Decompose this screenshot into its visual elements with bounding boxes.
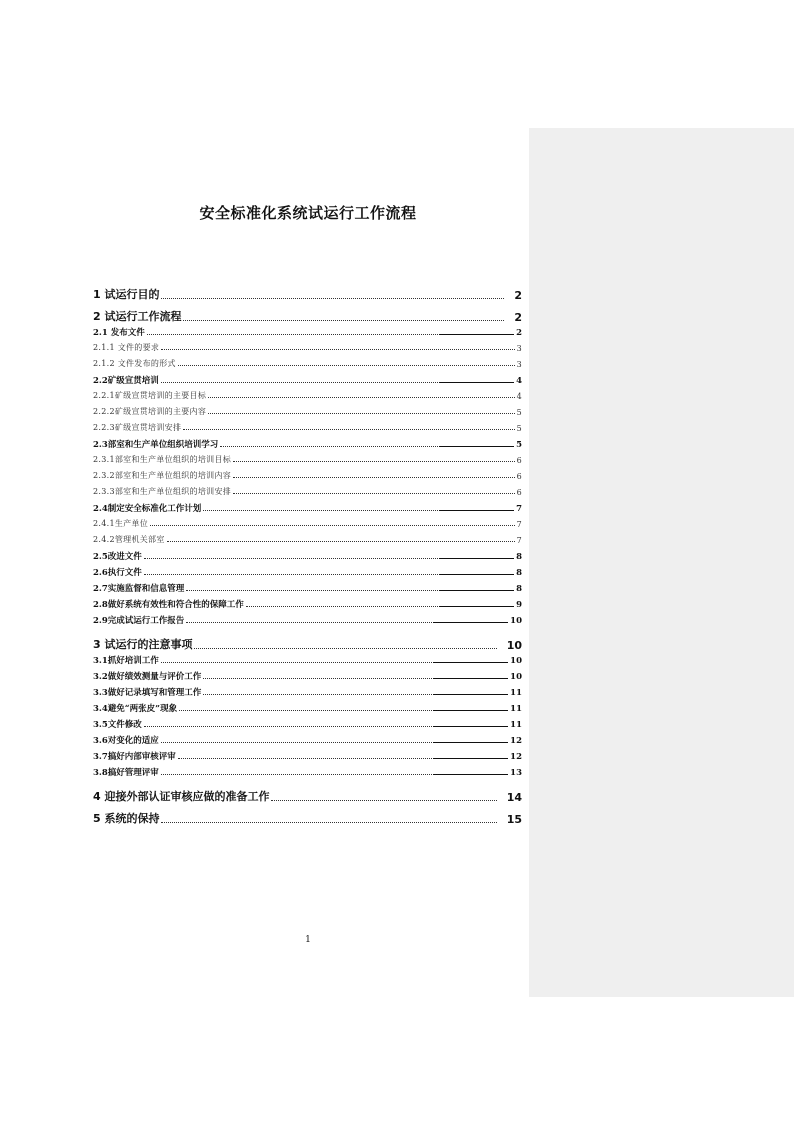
toc-leader-underline [439, 558, 514, 559]
toc-dot-leader [271, 800, 496, 801]
toc-leader-underline [439, 574, 514, 575]
toc-entry-page: 10 [510, 616, 522, 626]
toc-entry-label: 4 迎接外部认证审核应做的准备工作 [93, 790, 270, 803]
toc-entry-label: 3.5文件修改 [93, 720, 142, 730]
toc-entry[interactable] [93, 326, 522, 338]
toc-entry-label: 3.3做好记录填写和管理工作 [93, 688, 202, 698]
toc-entry-label: 2.2矿级宣贯培训 [93, 376, 159, 386]
toc-dot-leader [203, 694, 508, 695]
toc-entry-page: 13 [510, 768, 522, 778]
toc-dot-leader [144, 726, 508, 727]
toc-leader-underline [433, 726, 508, 727]
toc-entry[interactable] [93, 636, 522, 652]
toc-leader-underline [433, 678, 508, 679]
toc-entry-page: 8 [516, 552, 522, 562]
toc-entry-page: 4 [516, 392, 522, 401]
toc-dot-leader [194, 648, 496, 649]
toc-leader-underline [439, 334, 514, 335]
toc-entry[interactable] [93, 670, 522, 682]
toc-entry[interactable] [93, 566, 522, 578]
toc-entry[interactable] [93, 718, 522, 730]
toc-dot-leader [161, 742, 508, 743]
comment-margin-pane [529, 128, 794, 997]
toc-leader-underline [433, 710, 508, 711]
page-number: 1 [305, 935, 311, 945]
toc-entry-page: 3 [516, 360, 522, 369]
toc-leader-underline [433, 694, 508, 695]
toc-entry[interactable] [93, 734, 522, 746]
toc-entry[interactable] [93, 502, 522, 514]
toc-entry-label: 2.8做好系统有效性和符合性的保障工作 [93, 600, 244, 610]
toc-entry[interactable] [93, 406, 522, 417]
toc-entry-label: 2.6执行文件 [93, 568, 142, 578]
toc-entry-label: 2.3.2部室和生产单位组织的培训内容 [93, 471, 232, 480]
toc-entry-label: 3.2做好绩效测量与评价工作 [93, 672, 202, 682]
toc-leader-underline [439, 590, 514, 591]
toc-entry-label: 3 试运行的注意事项 [93, 638, 193, 651]
toc-entry[interactable] [93, 654, 522, 666]
toc-entry[interactable] [93, 438, 522, 450]
toc-entry-label: 5 系统的保持 [93, 812, 160, 825]
toc-leader-underline [433, 742, 508, 743]
toc-entry-page: 10 [510, 672, 522, 682]
toc-entry-page: 10 [506, 639, 522, 652]
toc-entry[interactable] [93, 810, 522, 826]
toc-dot-leader [233, 477, 515, 478]
toc-entry[interactable] [93, 788, 522, 804]
toc-entry[interactable] [93, 598, 522, 610]
toc-dot-leader [144, 558, 514, 559]
toc-entry-page: 5 [516, 440, 522, 450]
toc-entry-label: 3.8搞好管理评审 [93, 768, 159, 778]
toc-entry-page: 5 [516, 408, 522, 417]
toc-entry-label: 2.4.2管理机关部室 [93, 535, 165, 544]
toc-entry-label: 3.7搞好内部审核评审 [93, 752, 176, 762]
toc-entry-page: 5 [516, 424, 522, 433]
toc-leader-underline [433, 622, 508, 623]
toc-entry-page: 11 [510, 688, 522, 698]
toc-entry[interactable] [93, 422, 522, 433]
toc-entry-page: 8 [516, 568, 522, 578]
toc-dot-leader [150, 525, 515, 526]
toc-dot-leader [233, 493, 515, 494]
toc-entry-page: 6 [516, 456, 522, 465]
toc-entry[interactable] [93, 766, 522, 778]
toc-entry-label: 3.4避免“两张皮”现象 [93, 704, 178, 714]
toc-entry-label: 2.1 发布文件 [93, 328, 145, 338]
toc-entry-page: 9 [516, 600, 522, 610]
toc-entry[interactable] [93, 358, 522, 369]
toc-dot-leader [220, 446, 514, 447]
toc-dot-leader [144, 574, 514, 575]
toc-entry-page: 15 [506, 813, 522, 826]
toc-entry-label: 2.2.1矿级宣贯培训的主要目标 [93, 391, 207, 400]
toc-dot-leader [161, 382, 514, 383]
toc-entry-page: 14 [506, 791, 522, 804]
document-title: 安全标准化系统试运行工作流程 [199, 204, 417, 222]
toc-entry-page: 2 [516, 328, 522, 338]
toc-leader-underline [433, 758, 508, 759]
toc-entry-page: 4 [516, 376, 522, 386]
toc-entry-page: 2 [514, 289, 522, 302]
toc-entry-page: 7 [516, 520, 522, 529]
toc-entry-label: 2.9完成试运行工作报告 [93, 616, 185, 626]
toc-entry[interactable] [93, 550, 522, 562]
toc-dot-leader [208, 413, 514, 414]
toc-dot-leader [178, 365, 515, 366]
toc-entry-label: 2.1.2 文件发布的形式 [93, 359, 176, 368]
toc-entry-label: 3.1抓好培训工作 [93, 656, 159, 666]
toc-entry-label: 2.3.3部室和生产单位组织的培训安排 [93, 487, 232, 496]
toc-entry-page: 7 [516, 536, 522, 545]
toc-entry-label: 2 试运行工作流程 [93, 310, 182, 323]
toc-dot-leader [186, 622, 508, 623]
toc-entry-label: 2.4制定安全标准化工作计划 [93, 504, 202, 514]
toc-entry-page: 2 [514, 311, 522, 324]
toc-entry-label: 1 试运行目的 [93, 288, 160, 301]
toc-entry[interactable] [93, 614, 522, 626]
toc-dot-leader [208, 397, 514, 398]
toc-dot-leader [183, 429, 514, 430]
toc-entry-label: 2.3.1部室和生产单位组织的培训目标 [93, 455, 232, 464]
toc-entry[interactable] [93, 582, 522, 594]
toc-entry-label: 2.2.2矿级宣贯培训的主要内容 [93, 407, 207, 416]
toc-entry[interactable] [93, 518, 522, 529]
toc-dot-leader [161, 662, 508, 663]
toc-leader-underline [439, 382, 514, 383]
toc-entry-page: 8 [516, 584, 522, 594]
toc-entry-label: 2.2.3矿级宣贯培训安排 [93, 423, 182, 432]
toc-leader-underline [433, 662, 508, 663]
toc-dot-leader [186, 590, 514, 591]
toc-dot-leader [203, 678, 508, 679]
toc-entry-page: 6 [516, 488, 522, 497]
toc-leader-underline [439, 510, 514, 511]
toc-entry[interactable] [93, 308, 522, 324]
toc-leader-underline [439, 446, 514, 447]
toc-entry[interactable] [93, 534, 522, 545]
toc-entry[interactable] [93, 342, 522, 353]
toc-dot-leader [147, 334, 514, 335]
toc-dot-leader [179, 710, 508, 711]
toc-entry[interactable] [93, 286, 522, 302]
toc-entry-page: 12 [510, 752, 522, 762]
toc-dot-leader [178, 758, 508, 759]
toc-dot-leader [161, 298, 504, 299]
toc-entry-page: 11 [510, 704, 522, 714]
toc-entry[interactable] [93, 454, 522, 465]
toc-entry[interactable] [93, 686, 522, 698]
toc-entry-label: 2.1.1 文件的要求 [93, 343, 160, 352]
toc-dot-leader [203, 510, 514, 511]
toc-entry-label: 2.5改进文件 [93, 552, 142, 562]
toc-entry-label: 2.7实施监督和信息管理 [93, 584, 185, 594]
toc-entry-page: 12 [510, 736, 522, 746]
toc-dot-leader [233, 461, 515, 462]
toc-dot-leader [167, 541, 515, 542]
toc-entry-page: 6 [516, 472, 522, 481]
toc-dot-leader [246, 606, 514, 607]
toc-entry[interactable] [93, 486, 522, 497]
toc-entry-page: 11 [510, 720, 522, 730]
toc-dot-leader [161, 349, 514, 350]
toc-dot-leader [161, 774, 508, 775]
toc-entry-label: 3.6对变化的适应 [93, 736, 159, 746]
toc-dot-leader [183, 320, 504, 321]
toc-leader-underline [439, 606, 514, 607]
toc-entry[interactable] [93, 702, 522, 714]
toc-entry[interactable] [93, 374, 522, 386]
toc-entry[interactable] [93, 390, 522, 401]
toc-leader-underline [433, 774, 508, 775]
toc-entry[interactable] [93, 750, 522, 762]
toc-dot-leader [161, 822, 496, 823]
toc-entry-label: 2.3部室和生产单位组织培训学习 [93, 440, 219, 450]
toc-entry-page: 10 [510, 656, 522, 666]
toc-entry-page: 7 [516, 504, 522, 514]
toc-entry-page: 3 [516, 344, 522, 353]
toc-entry[interactable] [93, 470, 522, 481]
toc-entry-label: 2.4.1生产单位 [93, 519, 149, 528]
